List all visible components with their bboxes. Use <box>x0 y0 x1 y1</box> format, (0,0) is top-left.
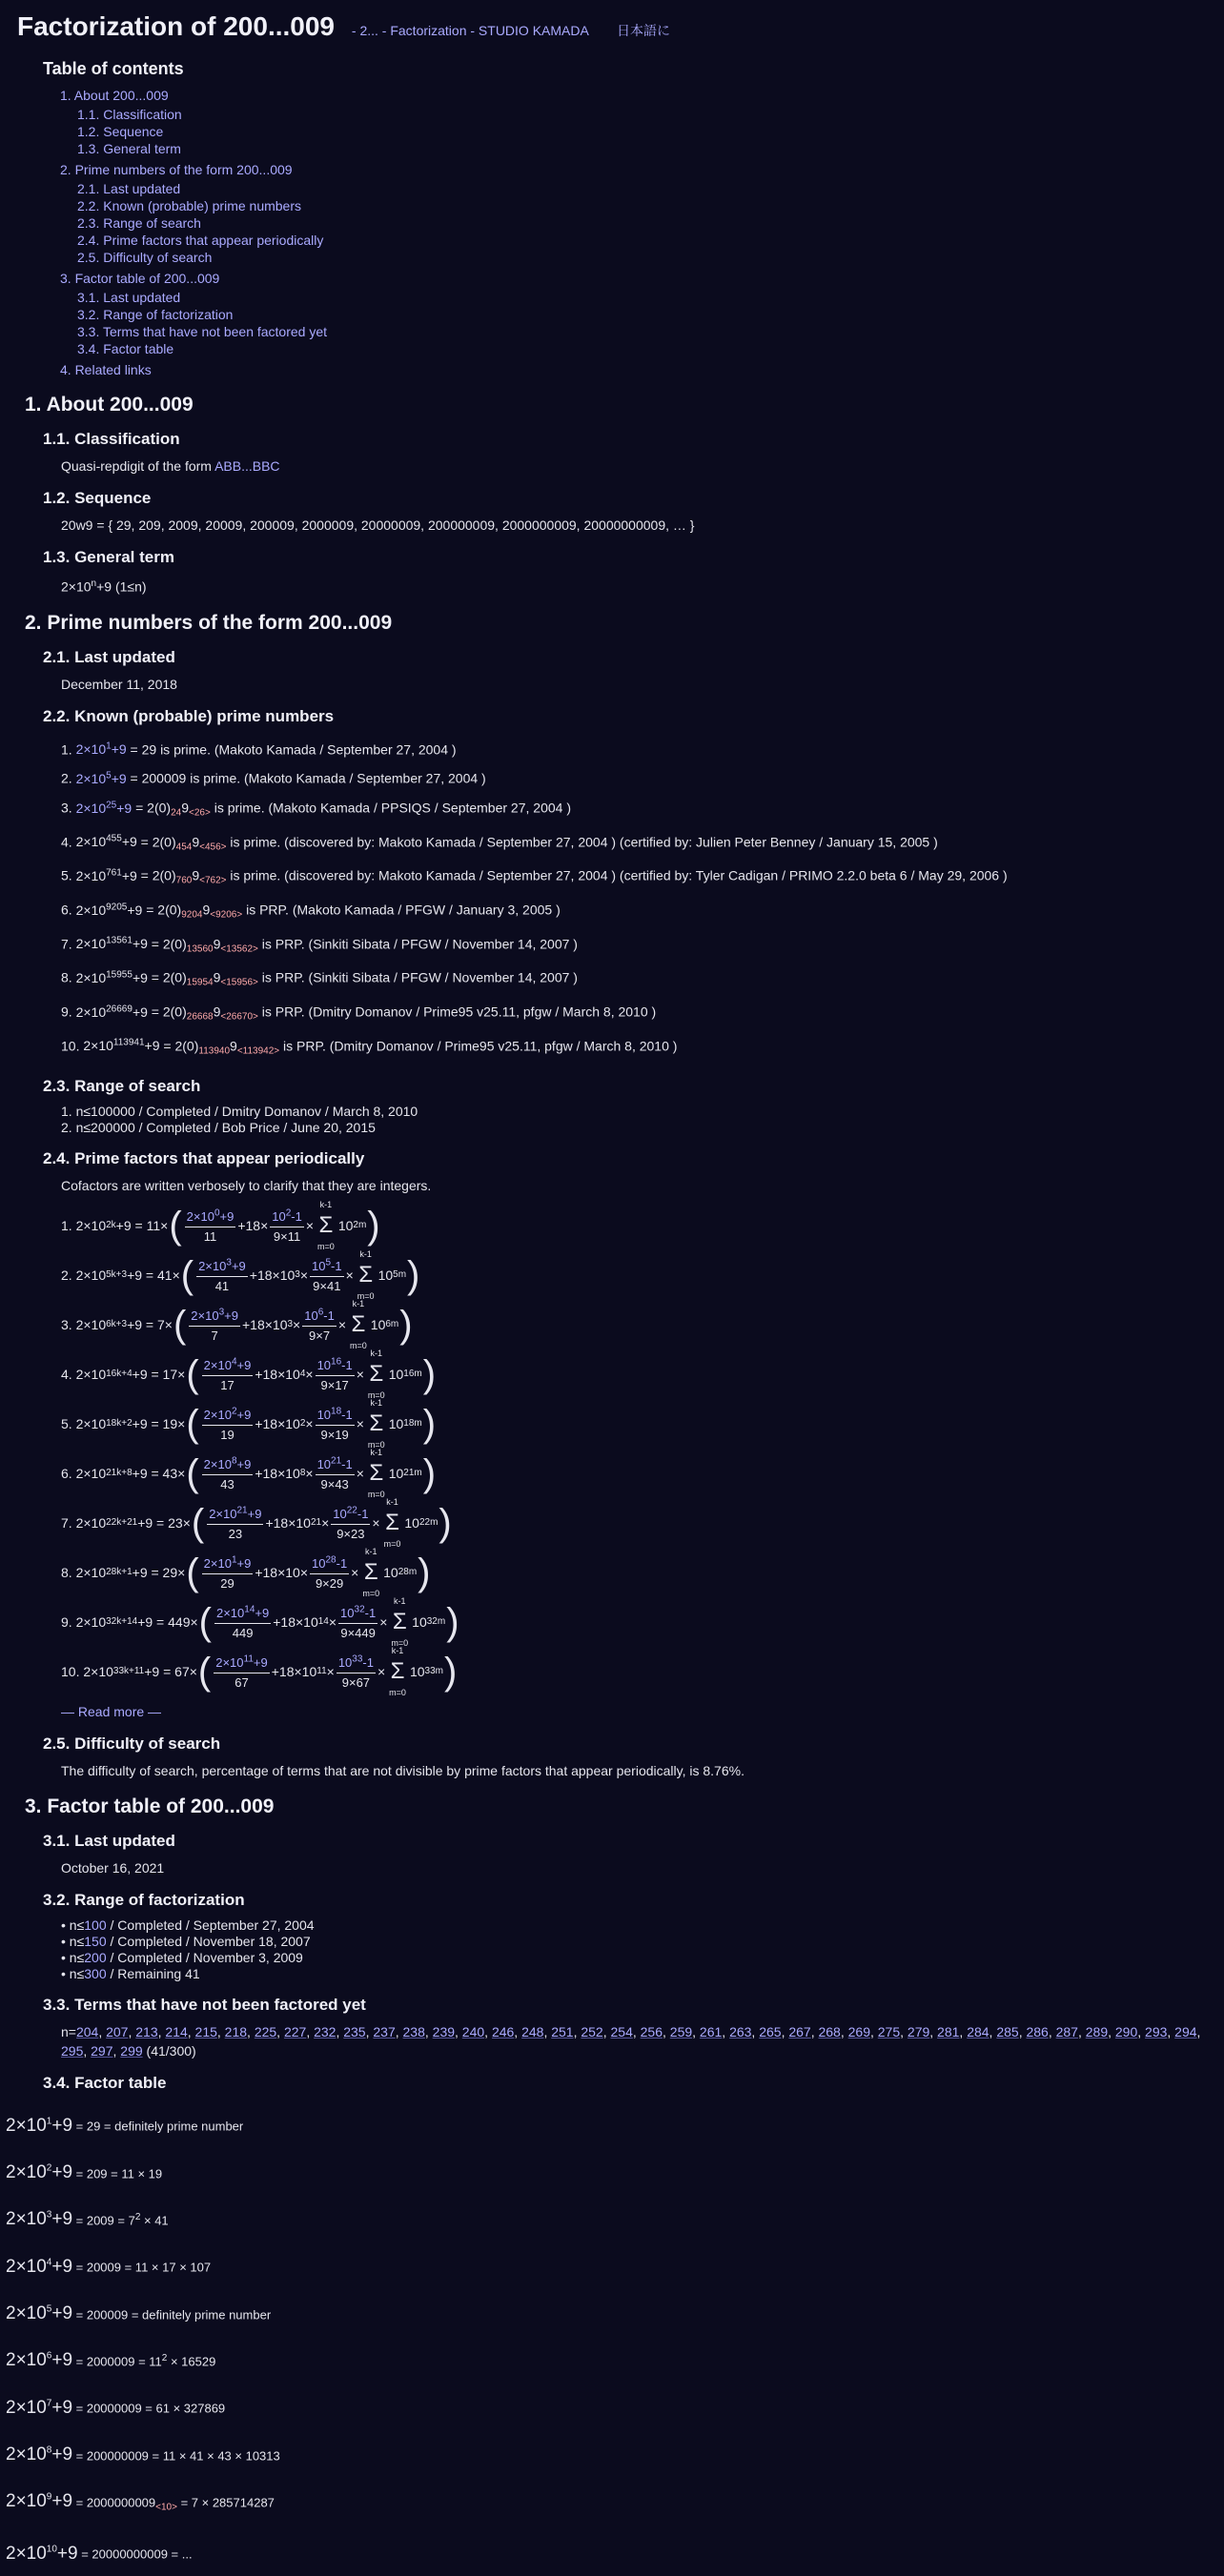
toc-item <box>60 87 1224 157</box>
known-prime-item: 2. $2\times 10^5+9 = 200009$ is prime. (Makoto Kamada / September 27, 2004 ) <box>61 770 486 786</box>
term-link[interactable]: 227 <box>283 2024 307 2040</box>
factor-updated-title: 3.1. Last updated <box>43 1832 175 1851</box>
abbc-link[interactable]: ABB...BBC <box>214 458 280 474</box>
last-updated-title: 2.1. Last updated <box>43 647 175 666</box>
term-link[interactable]: 285 <box>996 2024 1019 2040</box>
sigma-icon: Σ <box>385 1510 399 1536</box>
factor-term: $2\times 10^9+9$ <box>6 2491 73 2512</box>
known-prime-item: 9. $2\times 10^{26669}+9 = 2(0)_{26668}9_{<26670>}$ is PRP. (Dmitry Domanov / Prime95 v25.11, pfgw / March 8, 2010 ) <box>61 1003 657 1023</box>
toc-subitem <box>77 197 1224 214</box>
term-link[interactable]: 215 <box>194 2024 217 2040</box>
term-link[interactable]: $2\times 10^4+9$ <box>203 1357 252 1373</box>
known-prime-item: 10. $2\times 10^{113941}+9 = 2(0)_{113940}9_{<113942>}$ is PRP. (Dmitry Domanov / Prime95 v25.11, pfgw / March 8, 2010 ) <box>61 1037 678 1057</box>
sigma-icon: Σ <box>369 1361 384 1388</box>
term-link[interactable]: $2\times 10^2+9$ <box>203 1407 252 1423</box>
term-link[interactable]: 269 <box>847 2024 870 2040</box>
prime-expression: $2\times 10^{26669}+9$ <box>75 1003 148 1020</box>
term-link[interactable]: 297 <box>91 2043 113 2059</box>
repeat-count: 113940 <box>198 1045 231 1057</box>
toc-link[interactable]: 3.3. Terms that have not been factored yet <box>77 324 328 339</box>
open-paren: ( <box>186 1452 199 1495</box>
term-link[interactable]: 299 <box>120 2043 143 2059</box>
prime-expression: $2\times 10^{761}+9$ <box>75 867 137 883</box>
general-term: $2\times 10^n+9$ (1≤n) <box>61 578 147 595</box>
close-paren: ) <box>407 1254 420 1297</box>
digit-count: <762> <box>199 875 227 886</box>
factor-table-title: 3.4. Factor table <box>43 2074 167 2093</box>
digit-count: <26670> <box>220 1011 258 1023</box>
sigma-icon: Σ <box>358 1262 374 1288</box>
toc-link[interactable]: 2.4. Prime factors that appear periodically <box>77 233 324 248</box>
periodic-item: 9. 2×10 32k+14 +9 = 449× ( $\frac{2\times 10^{14}+9}{449}$ +18×10 14 × $\frac{10^{32}-1}{9\times 449}$ × k-1 Σ m=0 10 32m ) <box>61 1597 1224 1647</box>
fraction: $\frac{10^{16}-1}{9\times 17}$ <box>316 1353 355 1395</box>
term-link[interactable]: 246 <box>491 2024 515 2040</box>
term-link[interactable]: 284 <box>967 2024 989 2040</box>
term-link[interactable]: $2\times 10^{14}+9$ <box>215 1605 270 1621</box>
digit-count: <15956> <box>220 977 258 988</box>
term-link[interactable]: 213 <box>135 2024 158 2040</box>
term-link[interactable]: $2\times 10^{21}+9$ <box>209 1506 262 1522</box>
toc-subitem <box>77 289 1224 306</box>
term-link[interactable]: 286 <box>1026 2024 1049 2040</box>
term-link[interactable]: 287 <box>1055 2024 1078 2040</box>
factor-row: $2\times 10^7+9 = 20000009 = 61 \times 327869$ <box>6 2397 226 2418</box>
toc-link[interactable]: 3. Factor table of 200...009 <box>60 271 220 286</box>
term-link[interactable]: 237 <box>373 2024 396 2040</box>
term-link[interactable]: $10^{28}-1$ <box>312 1555 348 1572</box>
known-prime-item: 1. $2\times 10^1+9 = 29$ is prime. (Makoto Kamada / September 27, 2004 ) <box>61 740 457 758</box>
factor-row: $2\times 10^{10}+9 = 20000000009$ = ... <box>6 2543 193 2564</box>
toc-item <box>60 161 1224 266</box>
factor-term: $2\times 10^8+9$ <box>6 2444 73 2464</box>
close-paren: ) <box>422 1452 437 1495</box>
toc-link[interactable]: 3.4. Factor table <box>77 341 174 356</box>
term-link[interactable]: $2\times 10^3+9$ <box>198 1258 246 1274</box>
sigma: k-1 Σ m=0 <box>317 1200 335 1252</box>
digit-count: <10> <box>155 2502 177 2513</box>
toc-link[interactable]: 2.5. Difficulty of search <box>77 250 213 265</box>
toc-link[interactable]: 2.1. Last updated <box>77 181 181 196</box>
toc-subitem <box>77 140 1224 157</box>
open-paren: ( <box>197 1651 212 1694</box>
prime-expression[interactable]: $2\times 10^1+9$ <box>75 740 127 758</box>
known-prime-item: 8. $2\times 10^{15955}+9 = 2(0)_{15954}9_{<15956>}$ is PRP. (Sinkiti Sibata / PFGW / November 14, 2007 ) <box>61 969 578 988</box>
term-link[interactable]: 254 <box>610 2024 633 2040</box>
difficulty-text: The difficulty of search, percentage of terms that are not divisible by prime factors that appear periodically, is 8.76%. <box>61 1763 745 1779</box>
prime-expression: $2\times 10^{9205}+9$ <box>75 901 143 918</box>
factor-row: $2\times 10^4+9 = 20009 = 11 \times 17 \times 107$ <box>6 2256 212 2277</box>
term-link[interactable]: 225 <box>254 2024 277 2040</box>
toc-title: Table of contents <box>43 59 184 78</box>
term-link[interactable]: 265 <box>759 2024 782 2040</box>
factor-term: $2\times 10^5+9$ <box>6 2302 73 2323</box>
range-link[interactable]: 100 <box>84 1917 107 1934</box>
prime-expression: $2\times 10^{15955}+9$ <box>75 969 148 985</box>
fraction: $\frac{2\times 10^4+9}{17}$ <box>202 1353 254 1395</box>
prime-expression: $2\times 10^{13561}+9$ <box>75 935 148 952</box>
toc-subitem <box>77 323 1224 340</box>
factor-row: $2\times 10^6+9 = 2000009 = 11^2 \times 16529$ <box>6 2350 216 2371</box>
fraction: $\frac{10^6-1}{9\times 7}$ <box>302 1304 337 1346</box>
periodic-item: 3. 2×10 6k+3 +9 = 7× ( $\frac{2\times 10^3+9}{7}$ +18×10 3 × $\frac{10^6-1}{9\times 7}$ × k-1 Σ m=0 10 6m ) <box>61 1300 1224 1349</box>
sigma: k-1 Σ m=0 <box>389 1646 406 1698</box>
difficulty-title: 2.5. Difficulty of search <box>43 1734 221 1754</box>
term-link[interactable]: 261 <box>699 2024 723 2040</box>
term-link[interactable]: 232 <box>314 2024 337 2040</box>
term-link[interactable]: $10^5-1$ <box>312 1258 342 1274</box>
toc-link[interactable]: 2.2. Known (probable) prime numbers <box>77 198 302 213</box>
known-prime-item: 3. $2\times 10^{25}+9 = 2(0)_{24}9_{<26>}$ is prime. (Makoto Kamada / PPSIQS / September 27, 2004 ) <box>61 799 571 819</box>
term-link[interactable]: 294 <box>1174 2024 1197 2040</box>
open-paren: ( <box>186 1552 199 1594</box>
toc-sublist <box>77 289 1224 357</box>
fraction: $\frac{2\times 10^8+9}{43}$ <box>202 1452 254 1494</box>
open-paren: ( <box>180 1254 194 1297</box>
factor-term: $2\times 10^4+9$ <box>6 2256 73 2277</box>
toc-subitem <box>77 232 1224 249</box>
fraction: $\frac{2\times 10^2+9}{19}$ <box>202 1403 254 1445</box>
factor-term: $2\times 10^7+9$ <box>6 2397 73 2418</box>
unfactored-terms: n=204, 207, 213, 214, 215, 218, 225, 227, 232, 235, 237, 238, 239, 240, 246, 248, 251, 252, 254, 256, 259, 261, 263, 265, 267, 268, 269, 275, 279, 281, 284, 285, 286, 287, 289, 290, 293, 294, 295, 297, 299 (41/300) <box>61 2024 1201 2059</box>
sigma: k-1 Σ m=0 <box>350 1299 367 1351</box>
page-header <box>0 11 1224 50</box>
periodic-item: 6. 2×10 21k+8 +9 = 43× ( $\frac{2\times 10^8+9}{43}$ +18×10 8 × $\frac{10^{21}-1}{9\times 43}$ × k-1 Σ m=0 10 21m ) <box>61 1449 1224 1498</box>
term-link[interactable]: 239 <box>432 2024 456 2040</box>
breadcrumb[interactable]: - 2... - Factorization - STUDIO KAMADA <box>351 23 589 38</box>
open-paren: ( <box>173 1304 187 1347</box>
term-link[interactable]: 235 <box>343 2024 366 2040</box>
periodic-list <box>61 1201 1224 1696</box>
digit-count: <113942> <box>236 1045 280 1057</box>
periodic-intro: Cofactors are written verbosely to clarify that they are integers. <box>61 1178 432 1194</box>
close-paren: ) <box>422 1353 437 1396</box>
factor-term: $2\times 10^{10}+9$ <box>6 2543 78 2564</box>
sigma: k-1 Σ m=0 <box>367 1398 385 1450</box>
digit-count: <26> <box>189 807 211 819</box>
range-item: 1. n≤100000 / Completed / Dmitry Domanov / March 8, 2010 <box>61 1104 418 1120</box>
known-prime-item: 4. $2\times 10^{455}+9 = 2(0)_{454}9_{<456>}$ is prime. (discovered by: Makoto Kamada / September 27, 2004 ) (certified by: Julien Peter Benney / January 15, 2005 ) <box>61 833 938 853</box>
toc-link[interactable]: 1. About 200...009 <box>60 88 169 103</box>
factor-row: $2\times 10^5+9 = 200009$ = definitely prime number <box>6 2302 272 2323</box>
term-link[interactable]: 240 <box>461 2024 485 2040</box>
sigma: k-1 Σ m=0 <box>357 1249 375 1302</box>
toc-list <box>43 87 1224 378</box>
term-link[interactable]: 281 <box>937 2024 960 2040</box>
repeat-count: 9204 <box>181 909 203 921</box>
known-primes-list <box>61 734 1224 1065</box>
term-link[interactable]: 289 <box>1085 2024 1109 2040</box>
range-item: • n≤150 / Completed / November 18, 2007 <box>61 1934 311 1950</box>
toc-item <box>60 270 1224 357</box>
term-link[interactable]: 279 <box>907 2024 930 2040</box>
sigma-icon: Σ <box>351 1311 366 1338</box>
factor-row: $2\times 10^2+9 = 209 = 11 \times 19$ <box>6 2161 163 2182</box>
toc-subitem <box>77 306 1224 323</box>
toc-subitem <box>77 123 1224 140</box>
toc-link[interactable]: 1.1. Classification <box>77 107 182 122</box>
factorization-range-list <box>61 1917 1224 1982</box>
toc-link[interactable]: 3.1. Last updated <box>77 290 181 305</box>
periodic-item: 1. 2×10 2k +9 = 11× ( $\frac{2\times 10^0+9}{11}$ +18× $\frac{10^2-1}{9\times 11}$ × k-1 Σ m=0 10 2m ) <box>61 1201 1224 1250</box>
term-link[interactable]: $10^{22}-1$ <box>333 1506 369 1522</box>
section-2-title: 2. Prime numbers of the form 200...009 <box>25 611 393 634</box>
sigma: k-1 Σ m=0 <box>367 1448 385 1500</box>
sigma-icon: Σ <box>392 1609 407 1635</box>
factor-row: $2\times 10^1+9 = 29$ = definitely prime number <box>6 2115 244 2136</box>
close-paren: ) <box>439 1502 452 1545</box>
close-paren: ) <box>418 1552 431 1594</box>
toc-link[interactable]: 1.3. General term <box>77 141 181 156</box>
toc-sublist <box>77 180 1224 266</box>
open-paren: ( <box>186 1353 199 1396</box>
term-link[interactable]: 252 <box>581 2024 603 2040</box>
known-prime-item: 6. $2\times 10^{9205}+9 = 2(0)_{9204}9_{<9206>}$ is PRP. (Makoto Kamada / PFGW / January 3, 2005 ) <box>61 901 561 921</box>
sequence-title: 1.2. Sequence <box>43 489 152 507</box>
term-link[interactable]: $10^{18}-1$ <box>316 1407 353 1423</box>
range-item: • n≤200 / Completed / November 3, 2009 <box>61 1950 303 1966</box>
section-3-title: 3. Factor table of 200...009 <box>25 1795 275 1818</box>
sigma-icon: Σ <box>369 1460 384 1487</box>
toc-subitem <box>77 106 1224 123</box>
factor-row: $2\times 10^8+9 = 200000009 = 11 \times 41 \times 43 \times 10313$ <box>6 2444 280 2464</box>
digit-count: <456> <box>199 842 227 853</box>
factor-updated-text: October 16, 2021 <box>61 1860 165 1876</box>
range-item: • n≤300 / Remaining 41 <box>61 1966 200 1982</box>
fraction: $\frac{10^{32}-1}{9\times 449}$ <box>338 1601 377 1643</box>
term-link[interactable]: 207 <box>106 2024 129 2040</box>
term-link[interactable]: $10^{21}-1$ <box>316 1456 353 1472</box>
repeat-count: 15954 <box>186 977 214 988</box>
term-link[interactable]: 293 <box>1145 2024 1168 2040</box>
term-link[interactable]: 214 <box>165 2024 188 2040</box>
term-link[interactable]: 267 <box>788 2024 811 2040</box>
close-paren: ) <box>367 1205 380 1247</box>
factor-table <box>0 2100 1224 2575</box>
sigma-icon: Σ <box>369 1410 384 1437</box>
factor-row: $2\times 10^9+9 = 2000000009_{<10>} = 7 \times 285714287$ <box>6 2491 275 2513</box>
close-paren: ) <box>399 1304 413 1347</box>
fraction: $\frac{2\times 10^3+9}{41}$ <box>196 1254 248 1296</box>
open-paren: ( <box>186 1403 199 1446</box>
term-link[interactable]: $10^{16}-1$ <box>316 1357 353 1373</box>
term-link[interactable]: $10^2-1$ <box>272 1208 302 1225</box>
fraction: $\frac{10^{33}-1}{9\times 67}$ <box>337 1651 376 1693</box>
toc-item <box>60 361 1224 378</box>
term-link[interactable]: 263 <box>729 2024 752 2040</box>
sigma-icon: Σ <box>390 1658 405 1685</box>
range-link[interactable]: 300 <box>84 1966 107 1982</box>
term-link[interactable]: $10^6-1$ <box>304 1308 335 1324</box>
general-term-title: 1.3. General term <box>43 548 174 566</box>
fraction: $\frac{10^2-1}{9\times 11}$ <box>270 1205 304 1247</box>
digit-count: <9206> <box>210 909 243 921</box>
range-item: • n≤100 / Completed / September 27, 2004 <box>61 1917 315 1934</box>
periodic-item: 5. 2×10 18k+2 +9 = 19× ( $\frac{2\times 10^2+9}{19}$ +18×10 2 × $\frac{10^{18}-1}{9\times 19}$ × k-1 Σ m=0 10 18m ) <box>61 1399 1224 1449</box>
known-prime-item: 7. $2\times 10^{13561}+9 = 2(0)_{13560}9_{<13562>}$ is PRP. (Sinkiti Sibata / PFGW / November 14, 2007 ) <box>61 935 578 955</box>
last-updated-text: December 11, 2018 <box>61 676 177 692</box>
toc-link[interactable]: 4. Related links <box>60 362 152 377</box>
periodic-item: 4. 2×10 16k+4 +9 = 17× ( $\frac{2\times 10^4+9}{17}$ +18×10 4 × $\frac{10^{16}-1}{9\times 17}$ × k-1 Σ m=0 10 16m ) <box>61 1349 1224 1399</box>
close-paren: ) <box>446 1601 459 1644</box>
open-paren: ( <box>191 1502 205 1545</box>
repeat-count: 760 <box>175 875 193 886</box>
sigma: k-1 Σ m=0 <box>383 1497 401 1550</box>
toc-link[interactable]: 1.2. Sequence <box>77 124 164 139</box>
known-primes-title: 2.2. Known (probable) prime numbers <box>43 706 335 725</box>
range-link[interactable]: 150 <box>84 1934 107 1950</box>
classification-text: Quasi-repdigit of the form ABB...BBC <box>61 458 280 474</box>
toc-subitem <box>77 249 1224 266</box>
term-link[interactable]: 218 <box>224 2024 248 2040</box>
toc-link[interactable]: 2. Prime numbers of the form 200...009 <box>60 162 293 177</box>
term-link[interactable]: 268 <box>818 2024 841 2040</box>
fraction: $\frac{2\times 10^{14}+9}{449}$ <box>214 1601 271 1643</box>
term-link[interactable]: 248 <box>521 2024 544 2040</box>
term-link[interactable]: 238 <box>402 2024 425 2040</box>
periodic-item: 8. 2×10 28k+1 +9 = 29× ( $\frac{2\times 10^1+9}{29}$ +18×10× $\frac{10^{28}-1}{9\times 29}$ × k-1 Σ m=0 10 28m ) <box>61 1548 1224 1597</box>
term-link[interactable]: 259 <box>669 2024 693 2040</box>
term-link[interactable]: 251 <box>551 2024 574 2040</box>
unfactored-title: 3.3. Terms that have not been factored yet <box>43 1996 366 2015</box>
known-prime-item: 5. $2\times 10^{761}+9 = 2(0)_{760}9_{<762>}$ is prime. (discovered by: Makoto Kamada / September 27, 2004 ) (certified by: Tyler Cadigan / PRIMO 2.2.0 beta 6 / May 29, 2006 ) <box>61 867 1008 886</box>
language-link[interactable]: 日本語に <box>616 23 670 38</box>
sigma: k-1 Σ m=0 <box>391 1596 409 1649</box>
term-link[interactable]: 256 <box>640 2024 663 2040</box>
toc-subitem <box>77 214 1224 232</box>
fraction: $\frac{10^{21}-1}{9\times 43}$ <box>316 1452 355 1494</box>
factor-row: $2\times 10^3+9 = 2009 = 7^2 \times 41$ <box>6 2209 169 2230</box>
table-of-contents <box>43 59 1224 378</box>
sigma-icon: Σ <box>318 1212 334 1239</box>
read-more-link[interactable]: — Read more — <box>61 1704 162 1720</box>
fraction: $\frac{10^{22}-1}{9\times 23}$ <box>331 1502 370 1544</box>
term-link[interactable]: 295 <box>61 2043 84 2059</box>
range-of-search-title: 2.3. Range of search <box>43 1077 201 1096</box>
open-paren: ( <box>198 1601 212 1644</box>
toc-subitem <box>77 340 1224 357</box>
term-link[interactable]: $10^{33}-1$ <box>337 1654 374 1671</box>
fraction: $\frac{10^5-1}{9\times 41}$ <box>310 1254 344 1296</box>
term-link[interactable]: $10^{32}-1$ <box>340 1605 377 1621</box>
digit-count: <13562> <box>220 943 258 955</box>
sigma-icon: Σ <box>363 1559 378 1586</box>
close-paren: ) <box>443 1651 458 1694</box>
close-paren: ) <box>422 1403 437 1446</box>
repeat-count: 24 <box>171 807 182 819</box>
range-link[interactable]: 200 <box>84 1950 107 1966</box>
toc-subitem <box>77 180 1224 197</box>
factor-term: $2\times 10^2+9$ <box>6 2161 73 2182</box>
term-link[interactable]: 290 <box>1114 2024 1138 2040</box>
periodic-title: 2.4. Prime factors that appear periodically <box>43 1149 365 1168</box>
section-1-title: 1. About 200...009 <box>25 394 194 416</box>
repeat-count: 13560 <box>186 943 214 955</box>
toc-link[interactable]: 2.3. Range of search <box>77 215 201 231</box>
classification-title: 1.1. Classification <box>43 430 180 448</box>
toc-sublist <box>77 106 1224 157</box>
term-link[interactable]: $2\times 10^0+9$ <box>186 1208 235 1225</box>
fraction: $\frac{2\times 10^{11}+9}{67}$ <box>214 1651 270 1693</box>
factor-term: $2\times 10^3+9$ <box>6 2209 73 2230</box>
factor-term: $2\times 10^1+9$ <box>6 2115 73 2136</box>
fraction: $\frac{2\times 10^{21}+9}{23}$ <box>207 1502 263 1544</box>
term-link[interactable]: $2\times 10^1+9$ <box>203 1555 252 1572</box>
fraction: $\frac{2\times 10^1+9}{29}$ <box>202 1552 254 1593</box>
term-link[interactable]: 204 <box>75 2024 99 2040</box>
prime-expression[interactable]: $2\times 10^5+9$ <box>75 770 127 786</box>
fraction: $\frac{10^{28}-1}{9\times 29}$ <box>310 1552 349 1593</box>
prime-expression: $2\times 10^{455}+9$ <box>75 833 137 850</box>
sigma: k-1 Σ m=0 <box>367 1349 385 1401</box>
fraction: $\frac{2\times 10^0+9}{11}$ <box>185 1205 236 1247</box>
prime-expression: $2\times 10^{113941}+9$ <box>83 1037 160 1054</box>
toc-link[interactable]: 3.2. Range of factorization <box>77 307 234 322</box>
periodic-item: 10. 2×10 33k+11 +9 = 67× ( $\frac{2\times 10^{11}+9}{67}$ +18×10 11 × $\frac{10^{33}-1}{9\times 67}$ × k-1 Σ m=0 10 33m ) <box>61 1647 1224 1696</box>
periodic-item: 2. 2×10 5k+3 +9 = 41× ( $\frac{2\times 10^3+9}{41}$ +18×10 3 × $\frac{10^5-1}{9\times 41}$ × k-1 Σ m=0 10 5m ) <box>61 1250 1224 1300</box>
fraction: $\frac{10^{18}-1}{9\times 19}$ <box>316 1403 355 1445</box>
term-link[interactable]: $2\times 10^8+9$ <box>203 1456 252 1472</box>
sequence-text: 20w9 = { 29, 209, 2009, 20009, 200009, 2000009, 20000009, 200000009, 2000000009, 20000000009, … } <box>61 517 695 533</box>
range-item: 2. n≤200000 / Completed / Bob Price / June 20, 2015 <box>61 1120 376 1136</box>
prime-expression[interactable]: $2\times 10^{25}+9$ <box>75 799 133 816</box>
repeat-count: 26668 <box>186 1011 214 1023</box>
term-link[interactable]: 275 <box>877 2024 901 2040</box>
term-link[interactable]: $2\times 10^{11}+9$ <box>215 1654 268 1671</box>
periodic-item: 7. 2×10 22k+21 +9 = 23× ( $\frac{2\times 10^{21}+9}{23}$ +18×10 21 × $\frac{10^{22}-1}{9\times 23}$ × k-1 Σ m=0 10 22m ) <box>61 1498 1224 1548</box>
range-of-factorization-title: 3.2. Range of factorization <box>43 1891 245 1910</box>
page-title: Factorization of 200...009 <box>17 11 335 41</box>
fraction: $\frac{2\times 10^3+9}{7}$ <box>189 1304 240 1346</box>
repeat-count: 454 <box>175 842 193 853</box>
factor-term: $2\times 10^6+9$ <box>6 2350 73 2371</box>
sigma: k-1 Σ m=0 <box>362 1547 380 1599</box>
term-link[interactable]: $2\times 10^3+9$ <box>191 1308 238 1324</box>
open-paren: ( <box>169 1205 182 1247</box>
